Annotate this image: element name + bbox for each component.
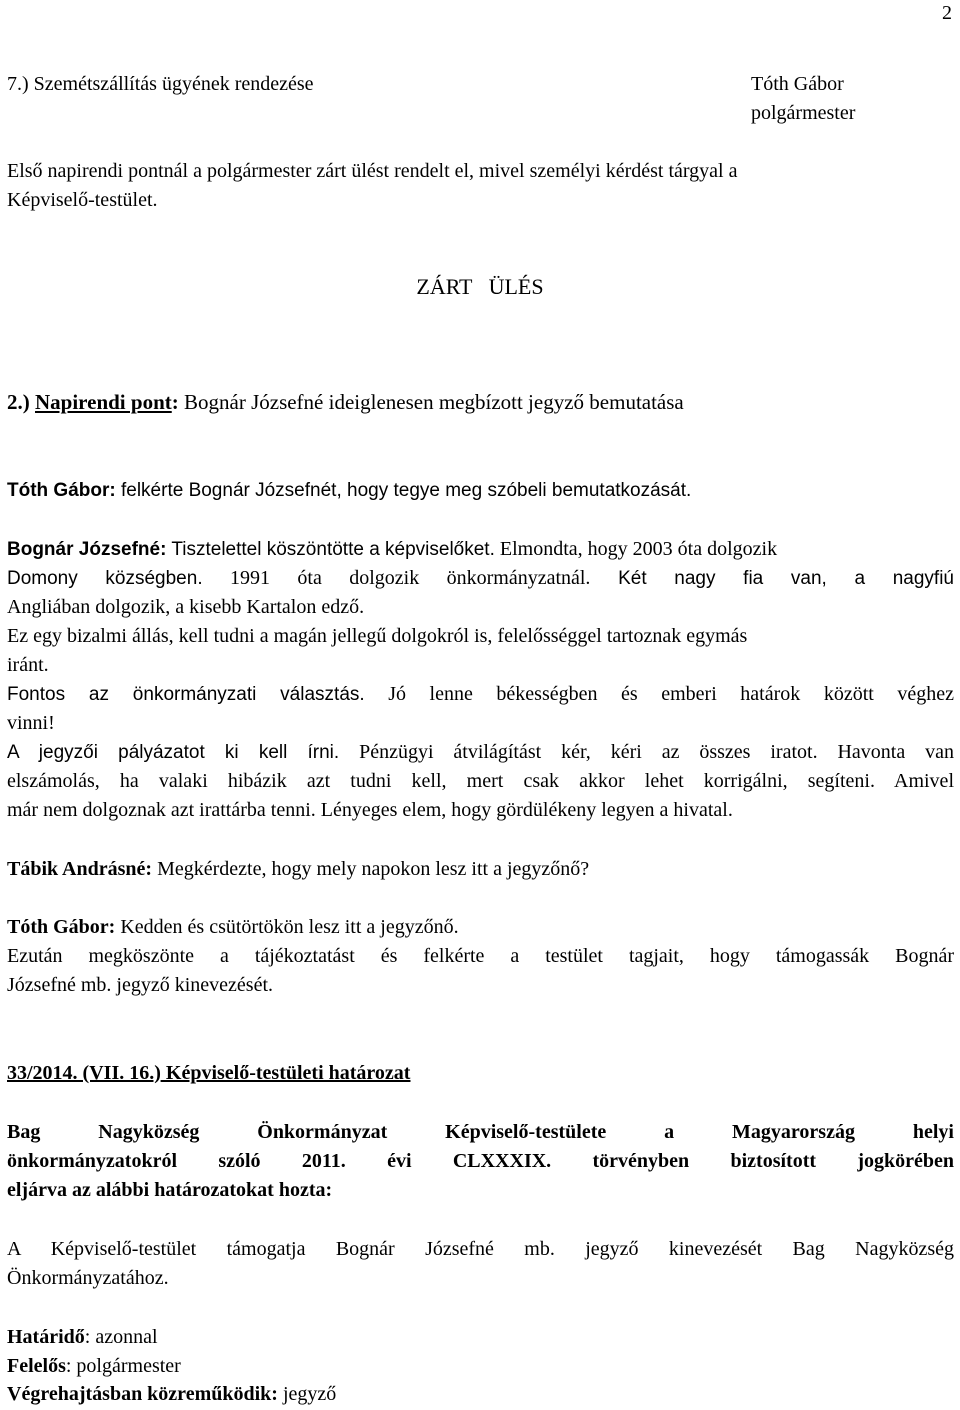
bognar-line1-a: Tisztelettel köszöntötte a képviselőket. bbox=[166, 539, 495, 560]
responsible-value: : polgármester bbox=[65, 1355, 181, 1377]
agenda-item-7-title: 7.) Szemétszállítás ügyének rendezése bbox=[7, 73, 314, 95]
agenda-item-7-presenter-role: polgármester bbox=[751, 102, 856, 124]
execution-value: jegyző bbox=[277, 1383, 337, 1405]
agenda-point-number: 2.) bbox=[7, 390, 30, 414]
speaker-bognar: Bognár Józsefné: bbox=[7, 539, 167, 560]
bognar-speech-line1 bbox=[7, 535, 777, 564]
resolution-deadline bbox=[7, 1323, 158, 1352]
closed-session-note-line1: Első napirendi pontnál a polgármester zárt ülést rendelt el, mivel személyi kérdést tárgyal a bbox=[7, 160, 738, 182]
bognar-speech-line2 bbox=[7, 564, 954, 593]
resolution-number: 33/2014. (VII. 16.) bbox=[7, 1062, 161, 1084]
bognar-line6-a: Fontos az önkormányzati választás. bbox=[7, 684, 365, 705]
resolution-execution bbox=[7, 1380, 336, 1409]
speaker-toth-answer: Tóth Gábor: bbox=[7, 916, 116, 938]
bognar-line8-b: Pénzügyi átvilágítást kér, kéri az összes iratot. Havonta van bbox=[339, 741, 954, 763]
toth-answer bbox=[7, 913, 459, 942]
bognar-line8-a: A jegyzői pályázatot ki kell írni. bbox=[7, 742, 340, 763]
closed-session-note-line2: Képviselő-testület. bbox=[7, 189, 158, 211]
bognar-speech-line10: már nem dolgoznak azt irattárba tenni. Lényeges elem, hogy gördülékeny legyen a hivatal. bbox=[7, 799, 733, 821]
agenda-point-2 bbox=[7, 388, 684, 417]
bognar-speech-line8 bbox=[7, 738, 954, 767]
agenda-point-colon: : bbox=[171, 390, 179, 414]
tabik-question bbox=[7, 855, 589, 884]
toth-answer-text: Kedden és csütörtökön lesz itt a jegyzőnő. bbox=[115, 916, 459, 938]
bognar-line2-a: Domony községben. bbox=[7, 568, 203, 589]
toth-answer-line3: Józsefné mb. jegyző kinevezését. bbox=[7, 974, 274, 996]
bognar-line2-c: Két nagy fia van, a nagyfiú bbox=[590, 568, 954, 589]
agenda-point-text: Bognár Józsefné ideiglenesen megbízott jegyző bemutatása bbox=[178, 390, 684, 414]
tabik-question-text: Megkérdezte, hogy mely napokon lesz itt a jegyzőnő? bbox=[152, 858, 590, 880]
agenda-item-7-presenter-name: Tóth Gábor bbox=[751, 73, 844, 95]
resolution-preamble-line1: Bag Nagyközség Önkormányzat Képviselő-testülete a Magyarország helyi bbox=[7, 1121, 954, 1143]
toth-intro bbox=[7, 476, 691, 505]
deadline-value: : azonnal bbox=[84, 1326, 158, 1348]
execution-label: Végrehajtásban közreműködik: bbox=[7, 1383, 278, 1405]
bognar-line6-b: Jó lenne békességben és emberi határok között véghez bbox=[364, 683, 954, 705]
resolution-preamble-line3: eljárva az alábbi határozatokat hozta: bbox=[7, 1179, 333, 1201]
closed-session-heading: ZÁRT ÜLÉS bbox=[416, 274, 544, 299]
bognar-speech-line9: elszámolás, ha valaki hibázik azt tudni kell, mert csak akkor lehet korrigálni, segíteni. Amivel bbox=[7, 770, 954, 792]
resolution-body-line1: A Képviselő-testület támogatja Bognár Józsefné mb. jegyző kinevezését Bag Nagyközség bbox=[7, 1238, 954, 1260]
resolution-heading bbox=[7, 1059, 410, 1088]
page-number: 2 bbox=[942, 2, 952, 24]
speaker-toth: Tóth Gábor: bbox=[7, 480, 116, 501]
responsible-label: Felelős bbox=[7, 1355, 66, 1377]
bognar-speech-line7: vinni! bbox=[7, 712, 55, 734]
agenda-point-label: Napirendi pont bbox=[35, 390, 172, 414]
speaker-tabik: Tábik Andrásné: bbox=[7, 858, 153, 880]
resolution-body-line2: Önkormányzatához. bbox=[7, 1267, 169, 1289]
bognar-line2-b: 1991 óta dolgozik önkormányzatnál. bbox=[202, 567, 591, 589]
resolution-preamble-line2: önkormányzatokról szóló 2011. évi CLXXXIX. törvényben biztosított jogkörében bbox=[7, 1150, 954, 1172]
resolution-title: Képviselő-testületi határozat bbox=[160, 1062, 411, 1084]
deadline-label: Határidő bbox=[7, 1326, 85, 1348]
resolution-responsible bbox=[7, 1352, 181, 1381]
bognar-line1-b: Elmondta, hogy 2003 óta dolgozik bbox=[494, 538, 778, 560]
toth-intro-text: felkérte Bognár Józsefnét, hogy tegye meg szóbeli bemutatkozását. bbox=[115, 480, 692, 501]
bognar-speech-line6 bbox=[7, 680, 954, 709]
bognar-speech-line4: Ez egy bizalmi állás, kell tudni a magán jellegű dolgokról is, felelősséggel tartoznak egymás bbox=[7, 625, 748, 647]
bognar-speech-line3: Angliában dolgozik, a kisebb Kartalon edző. bbox=[7, 596, 365, 618]
bognar-speech-line5: iránt. bbox=[7, 654, 49, 676]
toth-answer-line2: Ezután megköszönte a tájékoztatást és felkérte a testület tagjait, hogy támogassák Bognár bbox=[7, 945, 954, 967]
